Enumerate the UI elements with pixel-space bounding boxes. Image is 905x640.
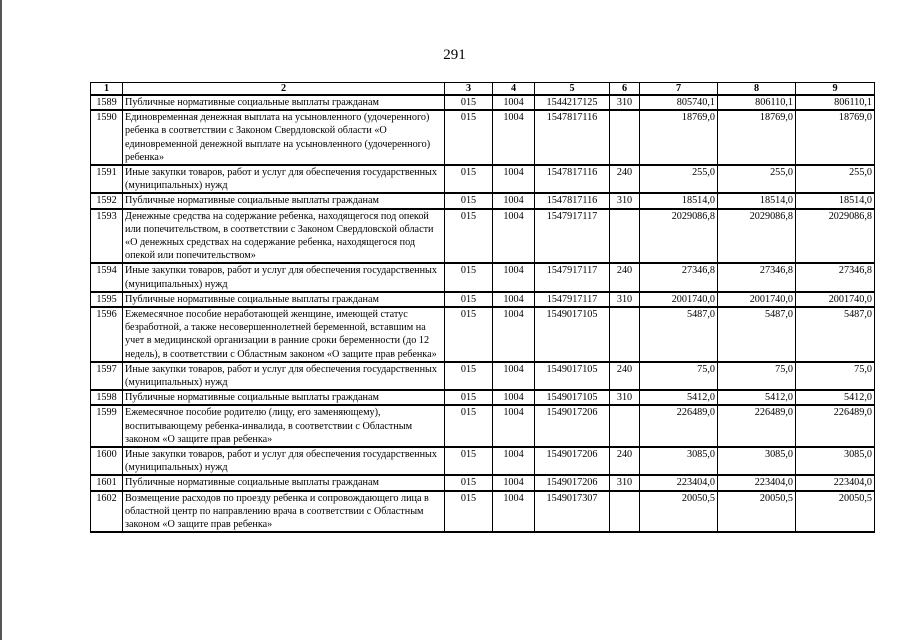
row-number-cell: 1601 bbox=[91, 475, 123, 490]
target-article-cell: 1547917117 bbox=[535, 263, 610, 291]
item-name-cell: Иные закупки товаров, работ и услуг для обеспечения государственных (муниципальных) нужд bbox=[123, 263, 445, 291]
section-code-cell: 1004 bbox=[493, 491, 535, 533]
ministry-code-cell: 015 bbox=[445, 491, 493, 533]
column-header: 1 bbox=[91, 83, 123, 96]
ministry-code-cell: 015 bbox=[445, 362, 493, 390]
expense-type-cell: 310 bbox=[610, 292, 640, 307]
target-article-cell: 1549017206 bbox=[535, 475, 610, 490]
item-name-cell: Иные закупки товаров, работ и услуг для обеспечения государственных (муниципальных) нужд bbox=[123, 362, 445, 390]
item-name-cell: Иные закупки товаров, работ и услуг для обеспечения государственных (муниципальных) нужд bbox=[123, 447, 445, 475]
amount-year2-cell: 223404,0 bbox=[718, 475, 796, 490]
table-row bbox=[91, 193, 875, 208]
target-article-cell: 1549017206 bbox=[535, 447, 610, 475]
column-header: 4 bbox=[493, 83, 535, 96]
ministry-code-cell: 015 bbox=[445, 390, 493, 405]
section-code-cell: 1004 bbox=[493, 193, 535, 208]
expense-type-cell: 310 bbox=[610, 475, 640, 490]
row-number-cell: 1595 bbox=[91, 292, 123, 307]
item-name-cell: Денежные средства на содержание ребенка, находящегося под опекой или попечительством, в соответствии с Законом Свердловской области «О денежных средствах на содержание ребенка, находящегося под опекой или попечительством» bbox=[123, 209, 445, 264]
amount-year2-cell: 27346,8 bbox=[718, 263, 796, 291]
amount-year1-cell: 2029086,8 bbox=[640, 209, 718, 264]
table-row bbox=[91, 165, 875, 193]
amount-year3-cell: 27346,8 bbox=[796, 263, 875, 291]
table-row bbox=[91, 390, 875, 405]
column-header: 6 bbox=[610, 83, 640, 96]
amount-year1-cell: 255,0 bbox=[640, 165, 718, 193]
amount-year3-cell: 2029086,8 bbox=[796, 209, 875, 264]
ministry-code-cell: 015 bbox=[445, 447, 493, 475]
row-number-cell: 1593 bbox=[91, 209, 123, 264]
row-number-cell: 1596 bbox=[91, 307, 123, 362]
row-number-cell: 1589 bbox=[91, 95, 123, 110]
row-number-cell: 1597 bbox=[91, 362, 123, 390]
target-article-cell: 1547917117 bbox=[535, 209, 610, 264]
expense-type-cell: 310 bbox=[610, 193, 640, 208]
amount-year3-cell: 5412,0 bbox=[796, 390, 875, 405]
amount-year1-cell: 5487,0 bbox=[640, 307, 718, 362]
target-article-cell: 1547917117 bbox=[535, 292, 610, 307]
table-row bbox=[91, 491, 875, 533]
expense-type-cell: 310 bbox=[610, 95, 640, 110]
row-number-cell: 1600 bbox=[91, 447, 123, 475]
table-row bbox=[91, 95, 875, 110]
column-header: 7 bbox=[640, 83, 718, 96]
item-name-cell: Ежемесячное пособие родителю (лицу, его заменяющему), воспитывающему ребенка-инвалида, в соответствии с Областным законом «О защите прав ребенка» bbox=[123, 405, 445, 447]
ministry-code-cell: 015 bbox=[445, 263, 493, 291]
expense-type-cell: 240 bbox=[610, 447, 640, 475]
ministry-code-cell: 015 bbox=[445, 110, 493, 165]
target-article-cell: 1547817116 bbox=[535, 110, 610, 165]
ministry-code-cell: 015 bbox=[445, 292, 493, 307]
section-code-cell: 1004 bbox=[493, 209, 535, 264]
expense-type-cell bbox=[610, 110, 640, 165]
row-number-cell: 1592 bbox=[91, 193, 123, 208]
page-number: 291 bbox=[443, 47, 466, 63]
section-code-cell: 1004 bbox=[493, 405, 535, 447]
amount-year3-cell: 255,0 bbox=[796, 165, 875, 193]
amount-year2-cell: 20050,5 bbox=[718, 491, 796, 533]
column-header: 2 bbox=[123, 83, 445, 96]
amount-year1-cell: 3085,0 bbox=[640, 447, 718, 475]
item-name-cell: Возмещение расходов по проезду ребенка и сопровождающего лица в областной центр по направлению врача в соответствии с Областным законом «О защите прав ребенка» bbox=[123, 491, 445, 533]
item-name-cell: Публичные нормативные социальные выплаты гражданам bbox=[123, 475, 445, 490]
table-header-row bbox=[91, 83, 875, 96]
expense-type-cell: 240 bbox=[610, 165, 640, 193]
table-row bbox=[91, 362, 875, 390]
amount-year1-cell: 18769,0 bbox=[640, 110, 718, 165]
target-article-cell: 1549017105 bbox=[535, 390, 610, 405]
table-row bbox=[91, 307, 875, 362]
amount-year2-cell: 2001740,0 bbox=[718, 292, 796, 307]
column-header: 3 bbox=[445, 83, 493, 96]
item-name-cell: Публичные нормативные социальные выплаты гражданам bbox=[123, 390, 445, 405]
target-article-cell: 1549017105 bbox=[535, 362, 610, 390]
expense-type-cell bbox=[610, 209, 640, 264]
item-name-cell: Ежемесячное пособие неработающей женщине, имеющей статус безработной, а также несовершеннолетней беременной, вставшим на учет в медицинской организации в ранние сроки беременности (до 12 недель), в соответствии с Областным законом «О защите прав ребенка» bbox=[123, 307, 445, 362]
amount-year3-cell: 18769,0 bbox=[796, 110, 875, 165]
section-code-cell: 1004 bbox=[493, 447, 535, 475]
expense-type-cell bbox=[610, 405, 640, 447]
target-article-cell: 1549017206 bbox=[535, 405, 610, 447]
target-article-cell: 1549017307 bbox=[535, 491, 610, 533]
table-row bbox=[91, 263, 875, 291]
amount-year2-cell: 3085,0 bbox=[718, 447, 796, 475]
amount-year1-cell: 27346,8 bbox=[640, 263, 718, 291]
ministry-code-cell: 015 bbox=[445, 209, 493, 264]
amount-year1-cell: 2001740,0 bbox=[640, 292, 718, 307]
expense-type-cell: 310 bbox=[610, 390, 640, 405]
amount-year1-cell: 18514,0 bbox=[640, 193, 718, 208]
item-name-cell: Единовременная денежная выплата на усыновленного (удочеренного) ребенка в соответствии с Законом Свердловской области «О единовременной денежной выплате на усыновленного (удочеренного) ребенка» bbox=[123, 110, 445, 165]
target-article-cell: 1549017105 bbox=[535, 307, 610, 362]
budget-table bbox=[90, 82, 875, 533]
ministry-code-cell: 015 bbox=[445, 95, 493, 110]
amount-year3-cell: 3085,0 bbox=[796, 447, 875, 475]
amount-year2-cell: 806110,1 bbox=[718, 95, 796, 110]
amount-year1-cell: 20050,5 bbox=[640, 491, 718, 533]
row-number-cell: 1590 bbox=[91, 110, 123, 165]
amount-year3-cell: 226489,0 bbox=[796, 405, 875, 447]
amount-year2-cell: 75,0 bbox=[718, 362, 796, 390]
amount-year2-cell: 226489,0 bbox=[718, 405, 796, 447]
table-row bbox=[91, 405, 875, 447]
item-name-cell: Публичные нормативные социальные выплаты гражданам bbox=[123, 193, 445, 208]
amount-year3-cell: 2001740,0 bbox=[796, 292, 875, 307]
row-number-cell: 1602 bbox=[91, 491, 123, 533]
target-article-cell: 1544217125 bbox=[535, 95, 610, 110]
row-number-cell: 1594 bbox=[91, 263, 123, 291]
table-row bbox=[91, 110, 875, 165]
item-name-cell: Иные закупки товаров, работ и услуг для обеспечения государственных (муниципальных) нужд bbox=[123, 165, 445, 193]
item-name-cell: Публичные нормативные социальные выплаты гражданам bbox=[123, 292, 445, 307]
expense-type-cell bbox=[610, 307, 640, 362]
amount-year3-cell: 18514,0 bbox=[796, 193, 875, 208]
column-header: 5 bbox=[535, 83, 610, 96]
amount-year1-cell: 223404,0 bbox=[640, 475, 718, 490]
section-code-cell: 1004 bbox=[493, 362, 535, 390]
target-article-cell: 1547817116 bbox=[535, 193, 610, 208]
item-name-cell: Публичные нормативные социальные выплаты гражданам bbox=[123, 95, 445, 110]
table-row bbox=[91, 209, 875, 264]
row-number-cell: 1598 bbox=[91, 390, 123, 405]
amount-year2-cell: 2029086,8 bbox=[718, 209, 796, 264]
column-header: 8 bbox=[718, 83, 796, 96]
amount-year2-cell: 5487,0 bbox=[718, 307, 796, 362]
section-code-cell: 1004 bbox=[493, 307, 535, 362]
amount-year2-cell: 18769,0 bbox=[718, 110, 796, 165]
table-row bbox=[91, 447, 875, 475]
section-code-cell: 1004 bbox=[493, 390, 535, 405]
expense-type-cell: 240 bbox=[610, 362, 640, 390]
amount-year3-cell: 5487,0 bbox=[796, 307, 875, 362]
ministry-code-cell: 015 bbox=[445, 193, 493, 208]
ministry-code-cell: 015 bbox=[445, 165, 493, 193]
amount-year2-cell: 255,0 bbox=[718, 165, 796, 193]
amount-year3-cell: 20050,5 bbox=[796, 491, 875, 533]
amount-year3-cell: 806110,1 bbox=[796, 95, 875, 110]
amount-year1-cell: 75,0 bbox=[640, 362, 718, 390]
amount-year3-cell: 223404,0 bbox=[796, 475, 875, 490]
ministry-code-cell: 015 bbox=[445, 475, 493, 490]
table-row bbox=[91, 292, 875, 307]
section-code-cell: 1004 bbox=[493, 110, 535, 165]
table-body bbox=[91, 95, 875, 532]
row-number-cell: 1599 bbox=[91, 405, 123, 447]
section-code-cell: 1004 bbox=[493, 165, 535, 193]
amount-year2-cell: 18514,0 bbox=[718, 193, 796, 208]
amount-year1-cell: 5412,0 bbox=[640, 390, 718, 405]
section-code-cell: 1004 bbox=[493, 263, 535, 291]
table-row bbox=[91, 475, 875, 490]
target-article-cell: 1547817116 bbox=[535, 165, 610, 193]
expense-type-cell bbox=[610, 491, 640, 533]
expense-type-cell: 240 bbox=[610, 263, 640, 291]
section-code-cell: 1004 bbox=[493, 475, 535, 490]
amount-year3-cell: 75,0 bbox=[796, 362, 875, 390]
ministry-code-cell: 015 bbox=[445, 405, 493, 447]
section-code-cell: 1004 bbox=[493, 95, 535, 110]
column-header: 9 bbox=[796, 83, 875, 96]
amount-year1-cell: 805740,1 bbox=[640, 95, 718, 110]
ministry-code-cell: 015 bbox=[445, 307, 493, 362]
section-code-cell: 1004 bbox=[493, 292, 535, 307]
amount-year2-cell: 5412,0 bbox=[718, 390, 796, 405]
row-number-cell: 1591 bbox=[91, 165, 123, 193]
amount-year1-cell: 226489,0 bbox=[640, 405, 718, 447]
